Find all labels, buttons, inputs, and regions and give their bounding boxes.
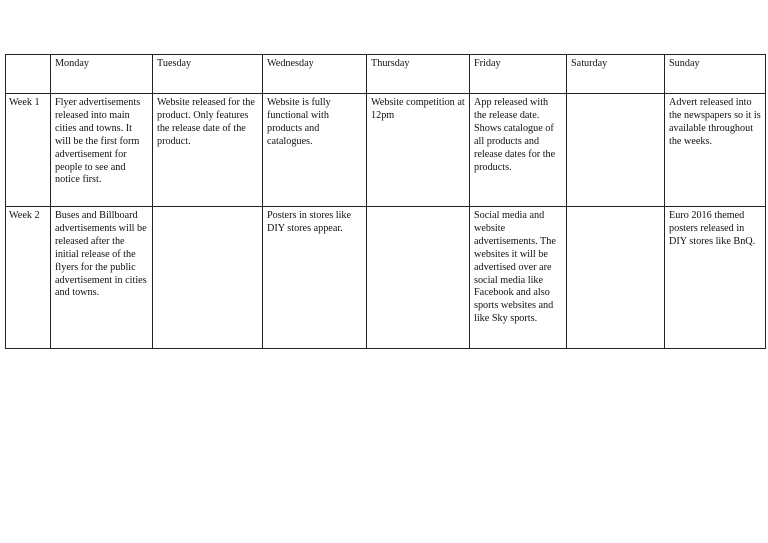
- cell-week-2-wednesday: Posters in stores like DIY stores appear.: [263, 207, 367, 349]
- cell-week-2-tuesday: [153, 207, 263, 349]
- header-corner-cell: [6, 55, 51, 94]
- cell-week-2-friday: Social media and website advertisements. The websites it will be advertised over are social media like Facebook and also sports websites and like Sky sports.: [470, 207, 567, 349]
- table-row-week-2: [6, 207, 766, 349]
- table-row-week-1: [6, 94, 766, 207]
- cell-week-1-saturday: [567, 94, 665, 207]
- cell-week-1-monday: Flyer advertisements released into main cities and towns. It will be the first form advertisement for people to see and notice first.: [51, 94, 153, 207]
- cell-week-2-thursday: [367, 207, 470, 349]
- row-label-week-1: Week 1: [6, 94, 51, 207]
- cell-week-1-tuesday: Website released for the product. Only features the release date of the product.: [153, 94, 263, 207]
- header-sunday: Sunday: [665, 55, 766, 94]
- header-saturday: Saturday: [567, 55, 665, 94]
- cell-week-1-wednesday: Website is fully functional with products and catalogues.: [263, 94, 367, 207]
- weekly-schedule-table: [5, 54, 766, 349]
- header-friday: Friday: [470, 55, 567, 94]
- cell-week-2-sunday: Euro 2016 themed posters released in DIY stores like BnQ.: [665, 207, 766, 349]
- header-tuesday: Tuesday: [153, 55, 263, 94]
- row-label-week-2: Week 2: [6, 207, 51, 349]
- header-monday: Monday: [51, 55, 153, 94]
- header-row: [6, 55, 766, 94]
- cell-week-2-monday: Buses and Billboard advertisements will be released after the initial release of the flyers for the public advertisement in cities and towns.: [51, 207, 153, 349]
- cell-week-1-friday: App released with the release date. Shows catalogue of all products and release dates for the products.: [470, 94, 567, 207]
- cell-week-1-thursday: Website competition at 12pm: [367, 94, 470, 207]
- cell-week-2-saturday: [567, 207, 665, 349]
- cell-week-1-sunday: Advert released into the newspapers so it is available throughout the weeks.: [665, 94, 766, 207]
- header-wednesday: Wednesday: [263, 55, 367, 94]
- header-thursday: Thursday: [367, 55, 470, 94]
